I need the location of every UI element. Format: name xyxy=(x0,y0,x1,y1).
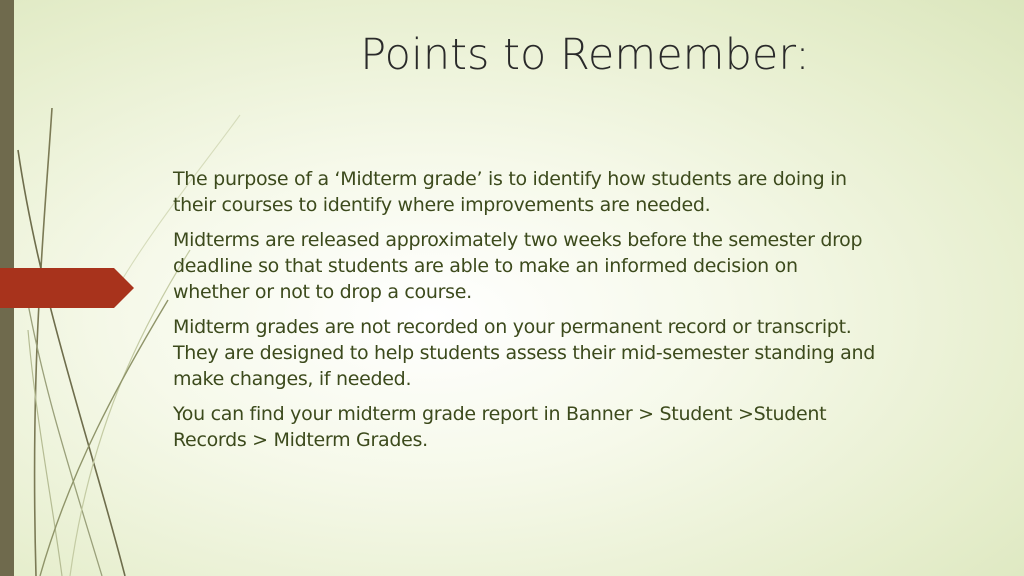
paragraph-line: whether or not to drop a course. xyxy=(173,281,472,303)
paragraph-line: Records > Midterm Grades. xyxy=(173,429,428,451)
stem-line xyxy=(22,270,102,576)
paragraph-line: Midterm grades are not recorded on your permanent record or transcript. xyxy=(173,316,852,338)
paragraph-line: They are designed to help students assess their mid-semester standing and xyxy=(173,342,876,364)
paragraph-line: deadline so that students are able to make an informed decision on xyxy=(173,255,798,277)
stem-line xyxy=(35,108,52,576)
paragraph-not-recorded xyxy=(173,314,963,392)
paragraph-line: You can find your midterm grade report in Banner > Student >Student xyxy=(173,403,827,425)
slide-title: Points to Remember: xyxy=(360,30,810,80)
stem-line xyxy=(28,330,62,576)
paragraph-where-to-find xyxy=(173,401,963,453)
paragraph-line: their courses to identify where improvements are needed. xyxy=(173,194,711,216)
paragraph-line: The purpose of a ‘Midterm grade’ is to identify how students are doing in xyxy=(173,168,847,190)
paragraph-purpose xyxy=(173,166,963,218)
paragraph-line: make changes, if needed. xyxy=(173,368,412,390)
paragraph-release-timing xyxy=(173,227,963,305)
red-arrow-marker xyxy=(0,268,134,308)
paragraph-line: Midterms are released approximately two weeks before the semester drop xyxy=(173,229,863,251)
body-paragraphs xyxy=(173,166,963,462)
